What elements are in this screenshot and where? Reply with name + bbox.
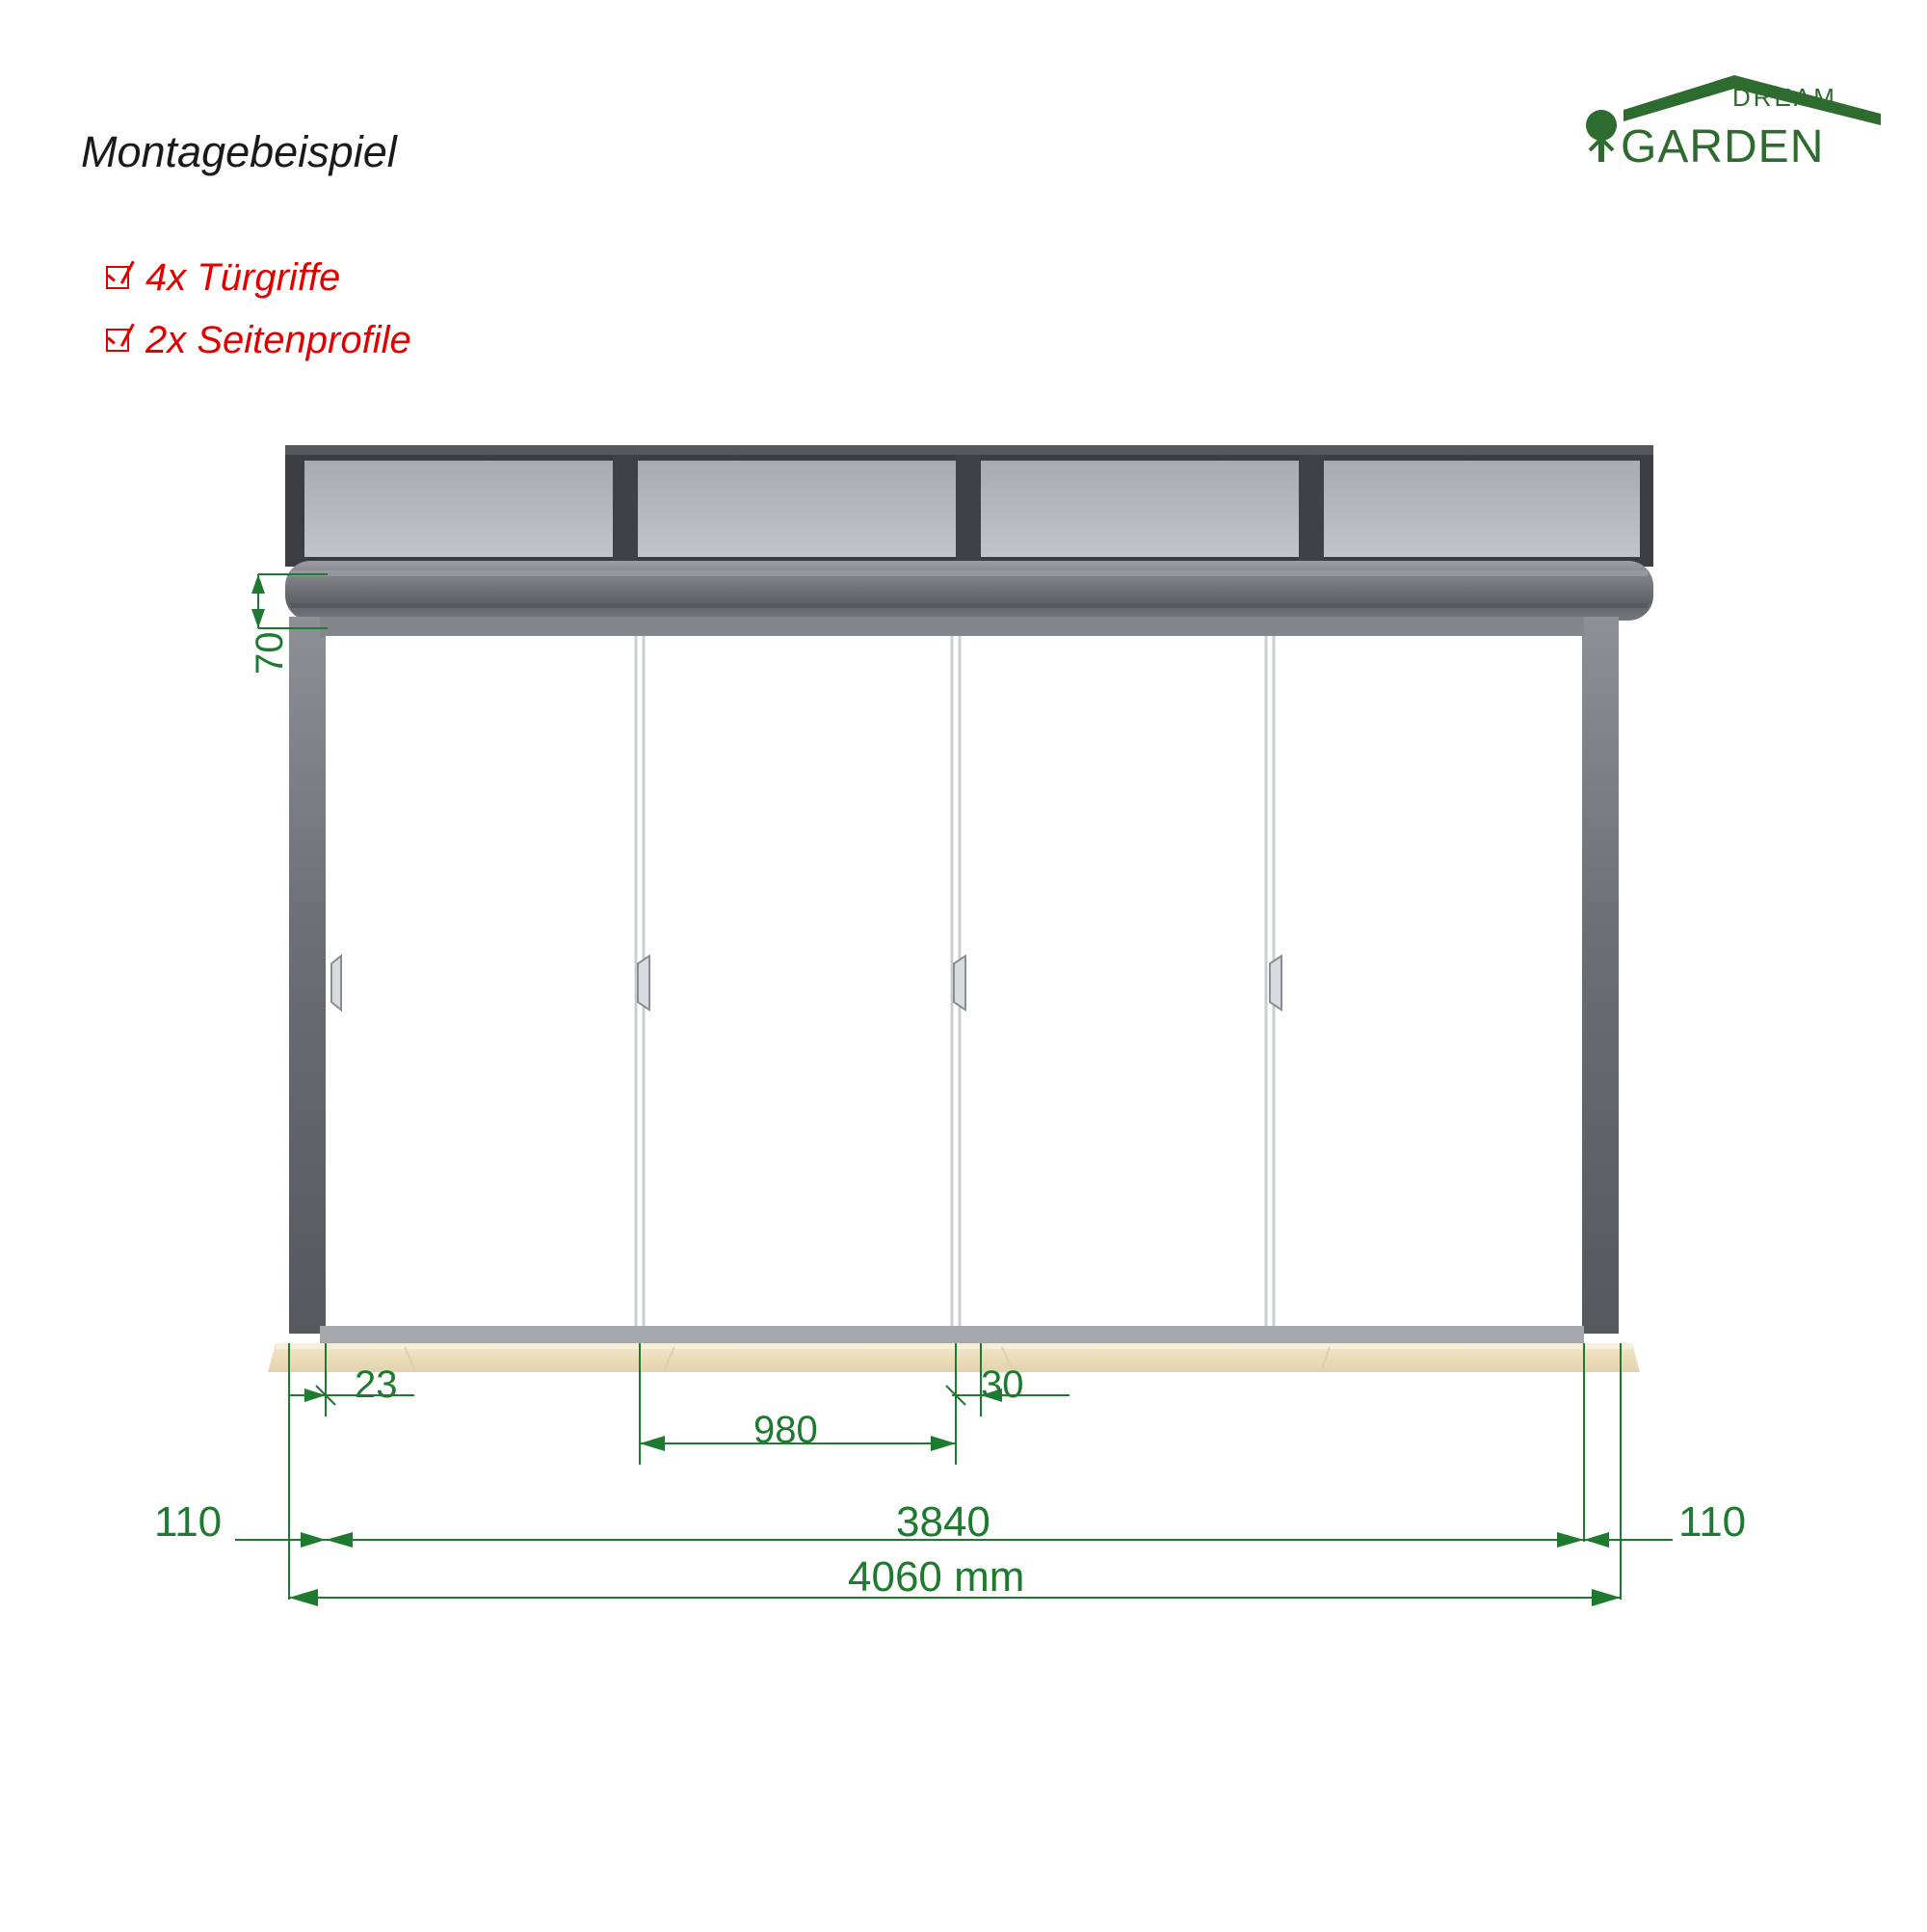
dim-label-inner-width: 3840 (896, 1498, 990, 1546)
dim-label-panel-width: 980 (753, 1409, 818, 1451)
page-title: Montagebeispiel (81, 127, 397, 176)
door-handle-2 (638, 956, 649, 1010)
logo-text-garden: GARDEN (1621, 121, 1825, 172)
dim-label-side-profile-right: 110 (1678, 1498, 1747, 1546)
logo-text-dream: DREAM (1732, 83, 1837, 112)
side-profile-right (1580, 617, 1619, 1334)
dim-label-height-top-offset: 70 (249, 631, 291, 675)
dim-label-total-width: 4060 mm (848, 1553, 1025, 1601)
stone-sill (268, 1343, 1640, 1372)
checklist-item-label: 4x Türgriffe (145, 255, 341, 299)
dim-label-side-profile-left: 110 (154, 1498, 223, 1546)
door-handle-1 (331, 956, 341, 1010)
door-handle-3 (954, 956, 965, 1010)
side-profile-left (289, 617, 326, 1334)
dim-label-panel-overlap: 30 (981, 1363, 1024, 1406)
door-handle-4 (1270, 956, 1281, 1010)
dim-label-left-panel-gap: 23 (355, 1363, 398, 1406)
checklist-item-label: 2x Seitenprofile (145, 318, 411, 361)
